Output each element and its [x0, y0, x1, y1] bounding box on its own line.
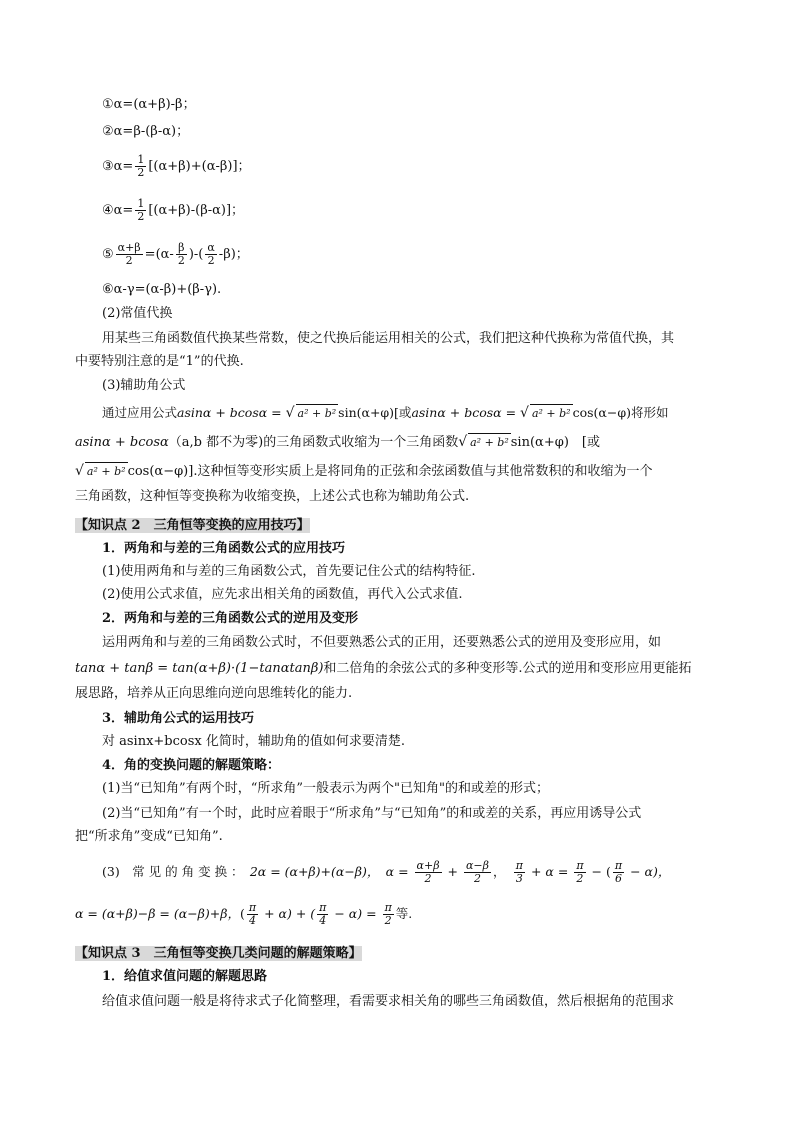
formula-5-part: )-( — [188, 247, 204, 262]
header-text: 【知识点 3 三角恒等变换几类问题的解题策略】 — [75, 946, 362, 961]
fraction-denominator: 2 — [424, 872, 432, 885]
subheading: 3．辅助角公式的运用技巧 — [102, 711, 255, 726]
math: α = (α+β)−β = (α−β)+β， — [75, 906, 240, 921]
fraction — [514, 860, 525, 885]
fraction-numerator: α+β — [117, 241, 141, 254]
fraction-numerator: π — [384, 901, 392, 914]
text: 和二倍角的余弦公式的多种变形等.公式的逆用和变形应用更能拓 — [323, 661, 692, 676]
sqrt-body: a² + b² — [468, 433, 511, 452]
math: + α = — [527, 864, 573, 879]
paragraph — [75, 660, 692, 678]
formula-3-prefix: ③α= — [102, 159, 134, 174]
paragraph: 运用两角和与差的三角函数公式时，不但要熟悉公式的正用，还要熟悉公式的逆用及变形应用，如 — [102, 635, 662, 650]
formula-5-part: =(α- — [144, 247, 174, 262]
math: cos(α−φ)将形如 — [572, 405, 669, 420]
fraction-denominator: 2 — [207, 254, 215, 267]
sqrt-icon: √ — [285, 405, 295, 421]
fraction — [205, 242, 216, 267]
fraction-numerator: α+β — [416, 859, 440, 872]
paragraph: 用某些三角函数值代换某些常数，使之代换后能运用相关的公式，我们把这种代换称为常值代换，其 — [102, 331, 675, 346]
paragraph: (1)当“已知角”有两个时，“所求角”一般表示为两个"已知角"的和或差的形式； — [102, 781, 549, 796]
text: 通过应用公式 — [102, 405, 178, 420]
math: asinα + bcosα — [75, 435, 169, 450]
subheading: 1．给值求值问题的解题思路 — [102, 969, 268, 984]
fraction-denominator: 2 — [125, 254, 133, 267]
math: sin(α+φ)[或 — [338, 405, 412, 420]
fraction — [317, 902, 328, 927]
fraction-numerator: 1 — [137, 197, 145, 210]
fraction-denominator: 2 — [137, 210, 145, 223]
math: − ( — [587, 864, 611, 879]
paragraph: 把“所求角”变成“已知角”. — [75, 829, 223, 844]
sqrt-icon: √ — [520, 405, 529, 421]
math: ， — [493, 864, 500, 879]
fraction — [464, 860, 491, 885]
formula-5 — [102, 242, 249, 267]
text: (3) 常 见 的 角 变 换 ： — [102, 864, 238, 879]
fraction-numerator: β — [176, 242, 187, 255]
sqrt-icon: √ — [458, 434, 468, 450]
fraction-numerator: π — [248, 901, 257, 914]
fraction-numerator: π — [515, 859, 524, 872]
fraction-numerator: π — [614, 859, 623, 872]
paragraph: (1)使用两角和与差的三角函数公式，首先要记住公式的结构特征. — [102, 564, 476, 579]
auxiliary-formula-line-2 — [75, 433, 600, 452]
fraction — [176, 242, 187, 267]
fraction-denominator: 2 — [137, 166, 145, 179]
paragraph: 中要特别注意的是“1”的代换. — [75, 354, 244, 369]
subheading: 2．两角和与差的三角函数公式的逆用及变形 — [102, 611, 359, 626]
angle-transform-line-1 — [102, 860, 670, 885]
knowledge-point-3-header — [75, 945, 362, 963]
fraction — [116, 242, 143, 267]
fraction-numerator: α — [207, 241, 215, 254]
sqrt-body: a² + b² — [530, 404, 573, 423]
fraction — [383, 902, 394, 927]
section-constant-substitution-title: (2)常值代换 — [102, 306, 173, 321]
fraction — [135, 198, 146, 223]
fraction-denominator: 2 — [473, 872, 481, 885]
paragraph: 给值求值问题一般是将待求式子化简整理，看需要求相关角的哪些三角函数值，然后根据角的范围求 — [102, 994, 675, 1009]
formula-4-body: [(α+β)-(β-α)]； — [148, 203, 245, 218]
paragraph: 展思路，培养从正向思维向逆向思维转化的能力. — [75, 686, 353, 701]
fraction — [135, 154, 146, 179]
sqrt-body: a² + b² — [296, 404, 339, 423]
knowledge-point-2-header — [75, 517, 310, 535]
paragraph: (2)当“已知角”有一个时，此时应着眼于“所求角”与“已知角”的和或差的关系，再应用诱导公式 — [102, 806, 642, 821]
fraction-denominator: 6 — [614, 872, 622, 885]
header-text: 【知识点 2 三角恒等变换的应用技巧】 — [75, 518, 310, 533]
text: [或 — [581, 435, 600, 450]
fraction-numerator: π — [576, 859, 584, 872]
auxiliary-formula-line-3 — [75, 462, 652, 481]
formula-4-prefix: ④α= — [102, 203, 134, 218]
math: ( — [239, 906, 245, 921]
fraction-denominator: 2 — [576, 872, 584, 885]
angle-transform-line-2 — [75, 902, 412, 927]
fraction-numerator: 1 — [137, 153, 145, 166]
fraction-denominator: 4 — [319, 914, 327, 927]
sqrt-body: a² + b² — [85, 462, 128, 481]
math: α = — [385, 864, 413, 879]
fraction — [574, 860, 585, 885]
fraction-denominator: 4 — [248, 914, 256, 927]
formula-5-part: -β)； — [218, 247, 249, 262]
formula-3-body: [(α+β)+(α-β)]； — [148, 159, 251, 174]
formula-3 — [102, 154, 251, 179]
fraction — [613, 860, 624, 885]
text: 等. — [395, 906, 413, 921]
fraction — [415, 860, 442, 885]
math: sin(α+φ) — [510, 435, 569, 450]
sqrt-icon: √ — [75, 463, 84, 479]
subheading: 1．两角和与差的三角函数公式的应用技巧 — [102, 541, 346, 556]
math: + α) + ( — [260, 906, 316, 921]
formula-1: ①α=(α+β)-β； — [102, 97, 196, 112]
paragraph: (2)使用公式求值，应先求出相关角的函数值，再代入公式求值. — [102, 587, 463, 602]
subheading: 4．角的变换问题的解题策略： — [102, 758, 281, 773]
section-auxiliary-angle-title: (3)辅助角公式 — [102, 378, 186, 393]
math: − α)， — [626, 864, 671, 879]
fraction-denominator: 2 — [177, 254, 185, 267]
math: + — [443, 864, 462, 879]
paragraph: 对 asinx+bcosx 化简时，辅助角的值如何求要清楚. — [102, 734, 406, 749]
math: asinα + bcosα = — [177, 405, 286, 420]
fraction-denominator: 3 — [515, 872, 523, 885]
math: tanα + tanβ = tan(α+β)·(1−tanαtanβ) — [75, 661, 324, 676]
formula-2: ②α=β-(β-α)； — [102, 124, 190, 139]
text: cos(α−φ)].这种恒等变形实质上是将同角的正弦和余弦函数值与其他常数积的和收缩为一个 — [127, 464, 653, 479]
formula-5-prefix: ⑤ — [102, 247, 114, 262]
paragraph: 三角函数，这种恒等变换称为收缩变换，上述公式也称为辅助角公式. — [75, 489, 470, 504]
math: asinα + bcosα = — [411, 405, 521, 420]
math: − α) = — [330, 906, 381, 921]
text: （a,b 都不为零)的三角函数式收缩为一个三角函数 — [168, 435, 459, 450]
fraction-denominator: 2 — [384, 914, 392, 927]
auxiliary-formula-line-1 — [102, 404, 668, 423]
math: 2α = (α+β)+(α−β)， — [249, 864, 374, 879]
formula-4 — [102, 198, 244, 223]
fraction-numerator: α−β — [465, 859, 489, 872]
formula-6: ⑥α-γ=(α-β)+(β-γ). — [102, 282, 222, 297]
fraction-numerator: π — [319, 901, 327, 914]
fraction — [247, 902, 258, 927]
